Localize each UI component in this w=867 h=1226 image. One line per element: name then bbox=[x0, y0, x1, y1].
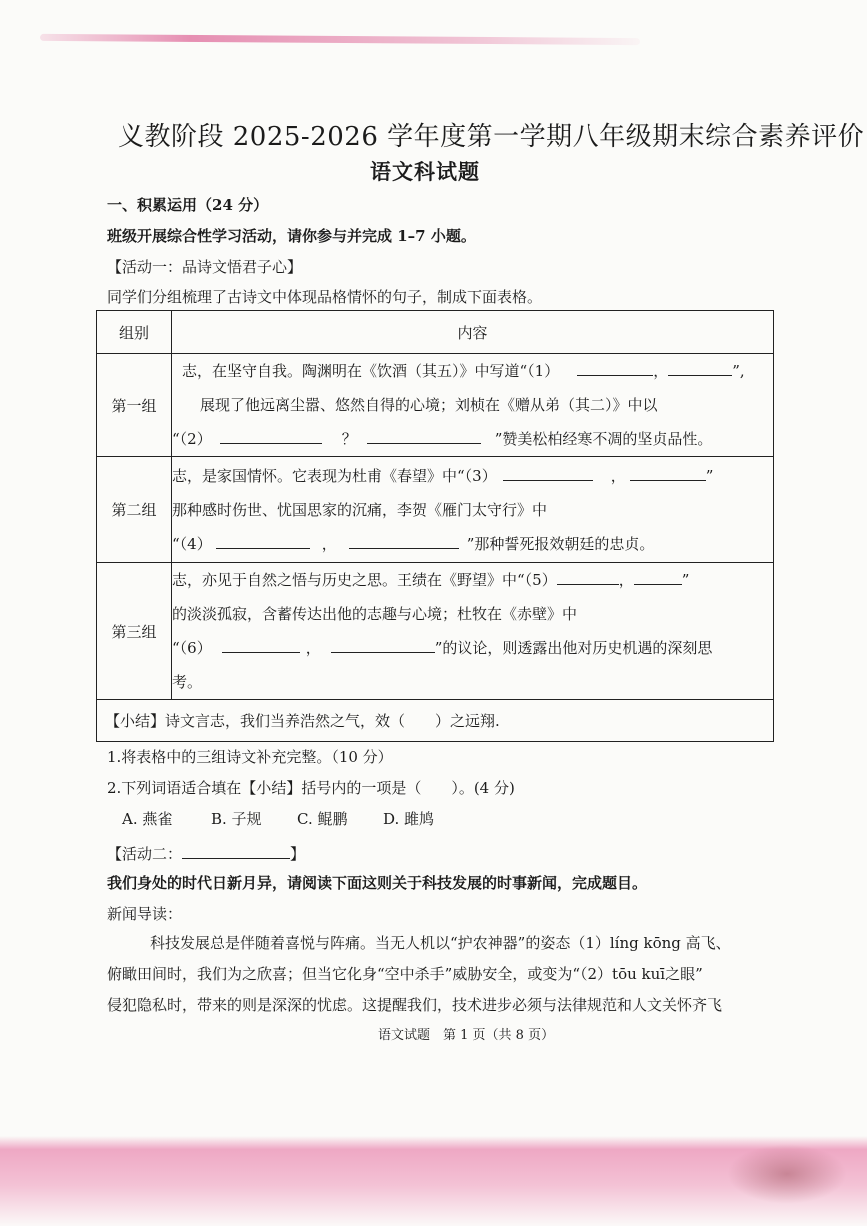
text-segment: ” bbox=[705, 466, 714, 485]
section-intro: 班级开展综合性学习活动，请你参与并完成 1–7 小题。 bbox=[107, 227, 476, 245]
answer-blank[interactable] bbox=[220, 425, 322, 444]
answer-blank[interactable] bbox=[557, 566, 619, 585]
header-group: 组别 bbox=[97, 311, 172, 354]
table-row bbox=[97, 563, 774, 700]
answer-blank[interactable] bbox=[216, 530, 310, 549]
answer-blank[interactable] bbox=[349, 530, 459, 549]
text-segment: 那种感时伤世、忧国思家的沉痛，李贺《雁门太守行》中 bbox=[172, 500, 548, 519]
text-segment: ， bbox=[653, 362, 669, 380]
activity2-label bbox=[107, 840, 305, 864]
news-line: 俯瞰田间时，我们为之欣喜；但当它化身“空中杀手”威胁安全，或变为“（2）tōu kuī之眼” bbox=[107, 965, 703, 983]
news-line: 侵犯隐私时，带来的则是深深的忧虑。这提醒我们，技术进步必须与法律规范和人文关怀齐飞 bbox=[107, 996, 723, 1014]
text-segment: “（2） bbox=[172, 430, 212, 448]
text-segment: ”赞美松柏经寒不凋的坚贞品性。 bbox=[494, 430, 713, 448]
text-segment: 志，是家国情怀。它表现为杜甫《春望》中“（3） bbox=[172, 466, 497, 485]
group-content bbox=[172, 457, 774, 563]
text-segment: ， bbox=[321, 534, 337, 553]
group-label: 第一组 bbox=[97, 354, 172, 457]
activity2-instruction: 我们身处的时代日新月异，请阅读下面这则关于科技发展的时事新闻，完成题目。 bbox=[107, 874, 648, 892]
summary-text-end: ）之远翔. bbox=[435, 712, 500, 730]
table-header-row bbox=[97, 311, 774, 354]
text-segment: 志，在坚守自我。陶渊明在《饮酒（其五）》中写道“（1） bbox=[182, 362, 560, 380]
option-b[interactable]: B. 子规 bbox=[211, 810, 262, 828]
group-label: 第二组 bbox=[97, 457, 172, 563]
option-a[interactable]: A. 燕雀 bbox=[122, 810, 173, 828]
activity2-title-blank[interactable] bbox=[182, 840, 290, 859]
text-segment: ” bbox=[681, 571, 690, 589]
summary-row bbox=[97, 700, 774, 742]
pink-highlighter-streak bbox=[40, 34, 640, 45]
question-2 bbox=[107, 777, 515, 798]
answer-blank[interactable] bbox=[630, 462, 706, 481]
question-1: 1.将表格中的三组诗文补充完整。（10 分） bbox=[107, 748, 393, 766]
group-content bbox=[172, 354, 774, 457]
option-c[interactable]: C. 鲲鹏 bbox=[297, 810, 348, 828]
answer-blank[interactable] bbox=[577, 357, 653, 376]
exam-subtitle: 语文科试题 bbox=[370, 159, 480, 184]
table-intro: 同学们分组梳理了古诗文中体现品格情怀的句子，制成下面表格。 bbox=[107, 288, 543, 306]
answer-blank[interactable] bbox=[331, 634, 435, 653]
table-row bbox=[97, 354, 774, 457]
answer-blank[interactable] bbox=[367, 425, 481, 444]
text-segment: ”的议论，则透露出他对历史机遇的深刻思 bbox=[434, 639, 713, 657]
news-line: 科技发展总是伴随着喜悦与阵痛。当无人机以“护农神器”的姿态（1）líng kōng 高飞、 bbox=[150, 934, 731, 952]
group-label: 第三组 bbox=[97, 563, 172, 700]
text-segment: “（4） bbox=[172, 534, 212, 553]
text-segment: ？ bbox=[341, 430, 357, 448]
section-heading: 一、积累运用（24 分） bbox=[107, 196, 269, 214]
group-content bbox=[172, 563, 774, 700]
pink-bottom-smudge bbox=[0, 1136, 867, 1226]
answer-blank[interactable] bbox=[503, 462, 593, 481]
text-segment: 的淡淡孤寂，含蓄传达出他的志趣与心境；杜牧在《赤壁》中 bbox=[172, 605, 578, 623]
question-2-text: 2.下列词语适合填在【小结】括号内的一项是（ bbox=[107, 779, 422, 797]
header-content: 内容 bbox=[172, 311, 774, 354]
option-d[interactable]: D. 雎鸠 bbox=[383, 810, 435, 828]
text-segment: ”那种誓死报效朝廷的忠贞。 bbox=[466, 534, 655, 553]
text-segment: “（6） bbox=[172, 639, 212, 657]
text-segment: 展现了他远离尘嚣、悠然自得的心境；刘桢在《赠从弟（其二）》中以 bbox=[200, 396, 658, 414]
news-label: 新闻导读： bbox=[107, 905, 183, 923]
summary-cell bbox=[97, 700, 774, 742]
poetry-table bbox=[96, 310, 774, 742]
answer-blank[interactable] bbox=[222, 634, 300, 653]
answer-blank[interactable] bbox=[668, 357, 732, 376]
text-segment: ， bbox=[618, 571, 634, 589]
page-footer: 语文试题 第 1 页（共 8 页） bbox=[378, 1028, 555, 1043]
activity2-label-start: 【活动二： bbox=[107, 845, 183, 863]
activity2-label-end: 】 bbox=[290, 845, 306, 863]
table-row bbox=[97, 457, 774, 563]
activity1-label: 【活动一：品诗文悟君子心】 bbox=[107, 258, 303, 276]
text-segment: 志，亦见于自然之悟与历史之思。王绩在《野望》中“（5） bbox=[172, 571, 557, 589]
exam-title: 义教阶段 2025-2026 学年度第一学期八年级期末综合素养评价 bbox=[118, 122, 865, 152]
question-2-score: ）。(4 分) bbox=[451, 779, 515, 797]
text-segment: ”, bbox=[732, 362, 745, 380]
text-segment: 考。 bbox=[172, 673, 203, 691]
text-segment: ， bbox=[305, 639, 321, 657]
text-segment: ， bbox=[610, 466, 626, 485]
summary-text: 【小结】诗文言志，我们当养浩然之气，效（ bbox=[105, 712, 406, 730]
answer-blank[interactable] bbox=[634, 566, 682, 585]
